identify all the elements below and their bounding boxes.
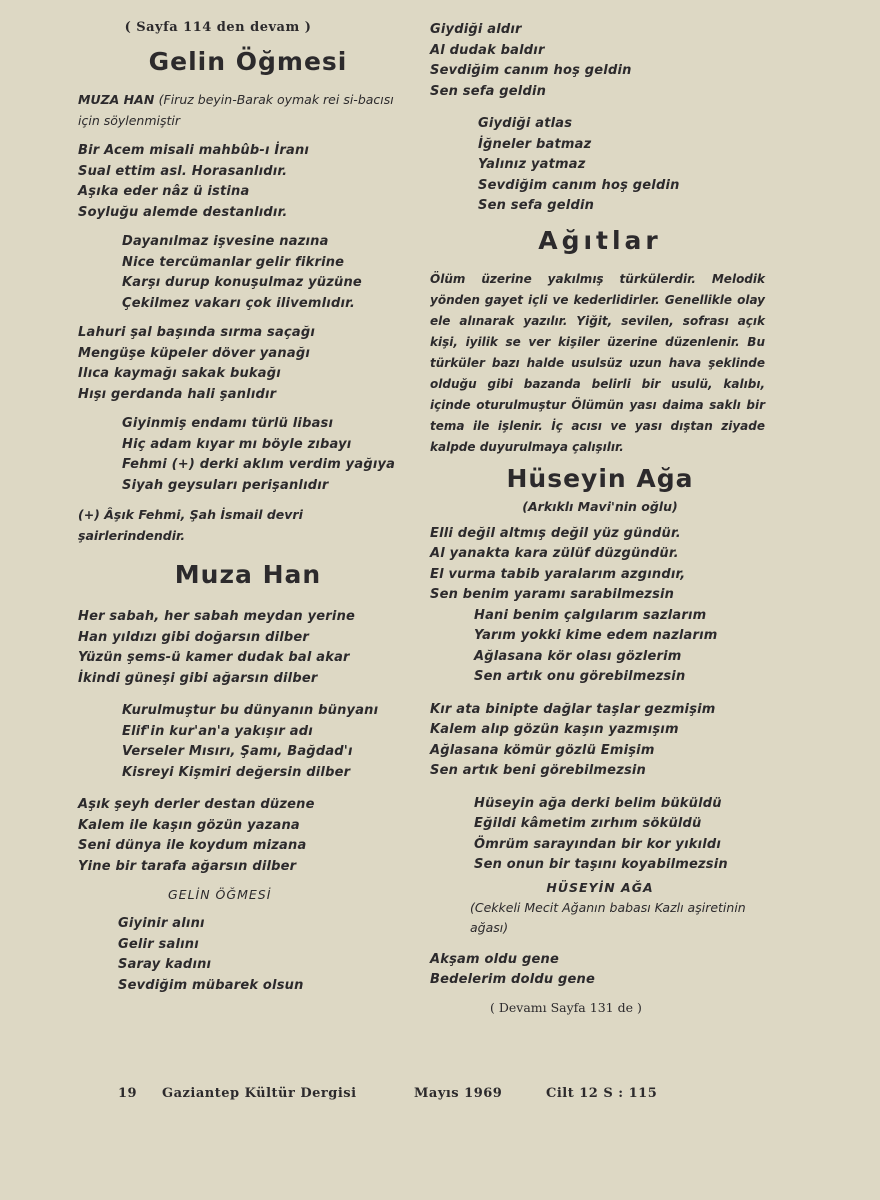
poem-line: Aşıka eder nâz ü istina xyxy=(78,184,250,199)
poem-line: Giydiği aldır xyxy=(430,22,522,37)
poem-line: Eğildi kâmetim zırhım söküldü xyxy=(474,816,702,831)
poem-line: Çekilmez vakarı çok ilivemlıdır. xyxy=(122,295,356,311)
poem-line: Siyah geysuları perişanlıdır xyxy=(122,477,329,493)
poem-line: Yine bir tarafa ağarsın dilber xyxy=(78,858,297,874)
poem-stanza xyxy=(78,914,418,996)
poem-stanza xyxy=(78,232,418,314)
poem-line: Bedelerim doldu gene xyxy=(430,972,596,987)
intro-author: MUZA HAN xyxy=(78,92,155,107)
poem-line: Al yanakta kara zülüf düzgündür. xyxy=(430,546,679,561)
poem-line: Verseler Mısırı, Şamı, Bağdad'ı xyxy=(122,744,353,759)
poem-line: Sen benim yaramı sarabilmezsin xyxy=(430,587,675,602)
poem-line: Giyinmiş endamı türlü libası xyxy=(122,416,334,431)
poem-stanza xyxy=(430,950,770,991)
poem-line: Seni dünya ile koydum mizana xyxy=(78,838,307,853)
huseyin-aga-subtitle: (Arkıklı Mavi'nin oğlu) xyxy=(522,498,678,514)
poem-line: Elif'in kur'an'a yakışır adı xyxy=(122,723,313,739)
poem-stanza xyxy=(78,701,418,783)
poem-line: Dayanılmaz işvesine nazına xyxy=(122,234,329,249)
poem-line: Kalem alıp gözün kaşın yazmışım xyxy=(430,722,679,737)
poem-line: Mengüşe küpeler döver yanağı xyxy=(78,345,310,361)
subhead-gelin-ogmesi: GELİN ÖĞMESİ xyxy=(168,887,272,902)
page-number: 19 xyxy=(118,1086,138,1101)
continued-to-note: ( Devamı Sayfa 131 de ) xyxy=(490,999,642,1015)
poem-line: Kır ata binipte dağlar taşlar gezmişim xyxy=(430,701,716,717)
poem-line: Akşam oldu gene xyxy=(430,951,559,967)
poem-line: Sen onun bir taşını koyabilmezsin xyxy=(474,857,728,872)
poem-line: Nice tercümanlar gelir fikrine xyxy=(122,254,345,270)
title-muza-han: Muza Han xyxy=(174,560,322,589)
poem-stanza xyxy=(78,414,418,496)
issue-date: Mayıs 1969 xyxy=(414,1086,503,1101)
poem-line: Hışı gerdanda hali şanlıdır xyxy=(78,386,277,402)
magazine-name: Gaziantep Kültür Dergisi xyxy=(162,1086,357,1101)
poem-line: Hani benim çalgılarım sazlarım xyxy=(474,607,707,623)
poem-line: Soyluğu alemde destanlıdır. xyxy=(78,204,288,220)
title-gelin-ogmesi: Gelin Öğmesi xyxy=(148,47,348,76)
poem-line: Bir Acem misali mahbûb-ı İranı xyxy=(78,143,310,158)
author-note: (Cekkeli Mecit Ağanın babası Kazlı aşiretinin ağası) xyxy=(470,899,746,935)
poem-line: Sen sefa geldin xyxy=(430,83,547,99)
poem-line: Ilıca kaymağı sakak bukağı xyxy=(78,366,281,381)
poem-line: Ağlasana kömür gözlü Emişim xyxy=(430,742,655,758)
poem-stanza xyxy=(78,607,418,689)
poem-line: Sevdiğim canım hoş geldin xyxy=(430,63,632,78)
poem-line: Lahuri şal başında sırma saçağı xyxy=(78,325,315,340)
poem-line: Saray kadını xyxy=(118,957,212,972)
poem-line: El vurma tabib yaralarım azgındır, xyxy=(430,566,686,582)
left-column xyxy=(78,20,418,1005)
poem-stanza xyxy=(430,794,770,876)
poem-line: Ömrüm sarayından bir kor yıkıldı xyxy=(474,836,722,852)
poem-line: Her sabah, her sabah meydan yerine xyxy=(78,609,356,624)
poem-line: Giyinir alını xyxy=(118,916,205,931)
right-column xyxy=(430,20,770,1015)
poem-line: İğneler batmaz xyxy=(478,136,592,152)
poem-line: Yüzün şems-ü kamer dudak bal akar xyxy=(78,650,350,665)
poem-line: Sual ettim asl. Horasanlıdır. xyxy=(78,163,288,179)
poem-line: Sen sefa geldin xyxy=(478,198,595,213)
poem-line: Fehmi (+) derki aklım verdim yağıya xyxy=(122,457,396,472)
poem-line: Elli değil altmış değil yüz gündür. xyxy=(430,525,681,541)
poem-line: Karşı durup konuşulmaz yüzüne xyxy=(122,275,362,290)
title-huseyin-aga: Hüseyin Ağa xyxy=(506,463,694,493)
poem-line: Sevdiğim mübarek olsun xyxy=(118,977,304,993)
poem-stanza xyxy=(78,795,418,877)
footnote: (+) Âşık Fehmi, Şah İsmail devri şairlerindendir. xyxy=(78,507,303,543)
poem-stanza xyxy=(430,20,770,102)
poem-line: Hüseyin ağa derki belim büküldü xyxy=(474,795,722,811)
poem-line: Sen artık onu görebilmezsin xyxy=(474,669,686,684)
poem-line: Gelir salını xyxy=(118,936,199,952)
poem-line: İkindi güneşi gibi ağarsın dilber xyxy=(78,670,318,686)
poem-line: Aşık şeyh derler destan düzene xyxy=(78,797,315,812)
continued-from-note: ( Sayfa 114 den devam ) xyxy=(124,20,312,35)
poem-line: Giydiği atlas xyxy=(478,116,573,131)
intro-note xyxy=(78,90,418,131)
poem-stanza xyxy=(430,114,770,217)
poem-line: Han yıldızı gibi doğarsın dilber xyxy=(78,629,310,645)
poem-line: Al dudak baldır xyxy=(430,42,545,58)
poem-line: Kalem ile kaşın gözün yazana xyxy=(78,817,300,833)
poem-line: Kurulmuştur bu dünyanın bünyanı xyxy=(122,703,379,718)
poem-line: Yarım yokki kime edem nazlarım xyxy=(474,628,718,643)
poem-line: Kisreyi Kişmiri değersin dilber xyxy=(122,764,351,780)
poem-line: Sen artık beni görebilmezsin xyxy=(430,763,647,778)
title-agitlar: Ağıtlar xyxy=(538,225,662,255)
intro-text: (Firuz beyin-Barak oymak rei si-bacısı için söylenmiştir xyxy=(78,92,394,128)
poem-line: Sevdiğim canım hoş geldin xyxy=(478,177,680,193)
poem-stanza xyxy=(78,323,418,405)
agitlar-prose: Ölüm üzerine yakılmış türkülerdir. Melodik yönden gayet içli ve kederlidirler. Genellikle olay ele alınarak yazılır. Yiğit, sevilen, sofrası açık kişi, iyilik se ver kişiler üzerine düzenlenir. Bu türküler bazı halde usulsüz uzun hava şeklinde olduğu gibi bazanda belirli bir usulü, kalıbı, içinde oturulmuştur Ölümün yası daima saklı bir tema ile işlenir. İç acısı ve yası dıştan ziyade kalpde duyurulmaya çalışılır. xyxy=(430,271,765,454)
poem-line: Hiç adam kıyar mı böyle zıbayı xyxy=(122,436,352,452)
poem-stanza xyxy=(78,141,418,223)
poem-stanza xyxy=(430,524,770,606)
poem-author: HÜSEYİN AĞA xyxy=(546,879,654,895)
poem-stanza xyxy=(430,700,770,782)
poem-line: Ağlasana kör olası gözlerim xyxy=(474,648,682,664)
volume-issue: Cilt 12 S : 115 xyxy=(546,1086,658,1101)
poem-line: Yalınız yatmaz xyxy=(478,157,586,172)
poem-stanza xyxy=(430,606,770,688)
